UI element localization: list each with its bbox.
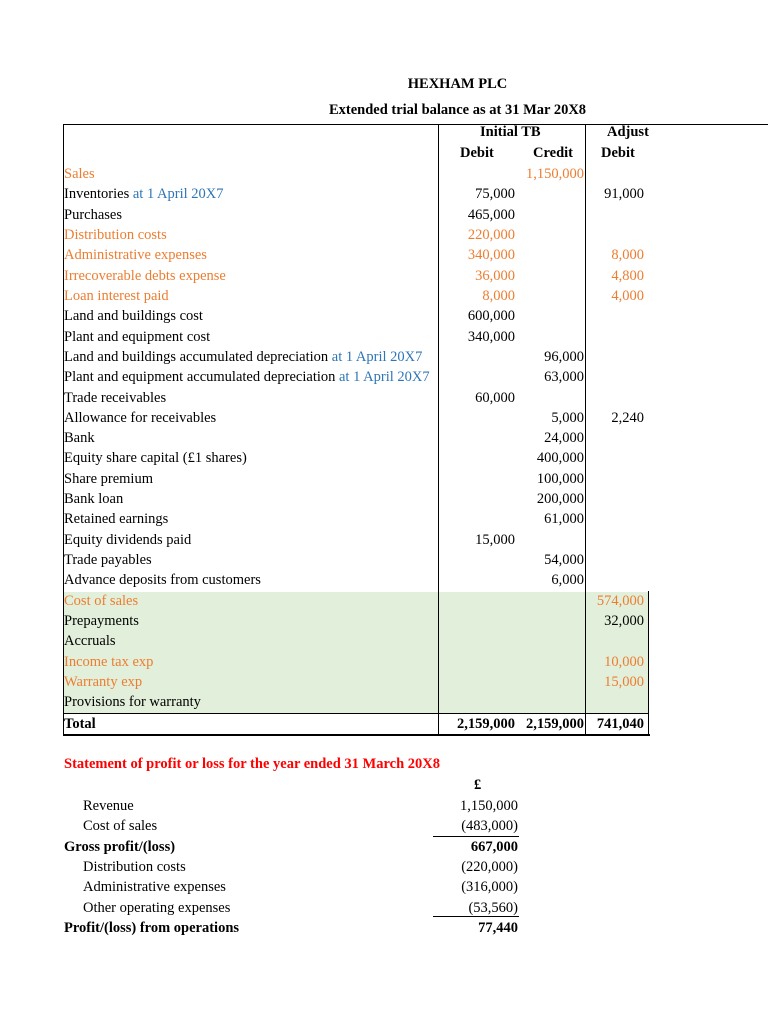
total-label: Total <box>64 716 96 732</box>
account-name <box>64 367 430 387</box>
account-name <box>64 509 168 529</box>
account-name-part: at 1 April 20X7 <box>339 369 430 386</box>
pl-line <box>64 816 524 836</box>
total-credit: 2,159,000 <box>526 716 584 732</box>
adjust-debit-value: 574,000 <box>596 592 644 609</box>
pl-label: Profit/(loss) from operations <box>64 919 240 936</box>
account-name-part: Purchases <box>64 206 122 223</box>
table-row <box>64 550 768 570</box>
pl-line <box>64 898 524 918</box>
account-name-part: Land and buildings accumulated depreciation <box>64 348 332 365</box>
debit-value: 75,000 <box>475 186 515 203</box>
account-name <box>64 611 139 631</box>
account-name-part: Plant and equipment cost <box>64 328 211 345</box>
credit-value: 5,000 <box>551 409 584 426</box>
table-row <box>64 448 768 468</box>
underline-other-operating <box>433 916 519 917</box>
account-name <box>64 631 116 651</box>
total-adjust-debit: 741,040 <box>596 716 644 732</box>
account-name-part: Share premium <box>64 470 153 487</box>
account-name <box>64 570 261 590</box>
table-row <box>64 428 768 448</box>
table-row <box>64 164 768 184</box>
account-name <box>64 205 122 225</box>
debit-value: 465,000 <box>467 206 515 223</box>
account-name-part: Prepayments <box>64 613 139 630</box>
currency-header: £ <box>474 777 482 793</box>
pl-label: Revenue <box>83 798 134 814</box>
account-name-part: Bank loan <box>64 491 124 508</box>
header-credit: Credit <box>533 145 574 161</box>
account-name-part: Distribution costs <box>64 226 167 243</box>
account-name-part: Retained earnings <box>64 511 169 528</box>
pl-amount: 1,150,000 <box>460 798 518 814</box>
account-name-part: Sales <box>64 166 95 182</box>
table-row <box>64 327 768 347</box>
adjust-debit-value: 10,000 <box>604 653 644 670</box>
table-row <box>64 652 768 672</box>
pl-label: Administrative expenses <box>83 879 226 896</box>
table-row <box>64 225 768 245</box>
table-row <box>64 509 768 529</box>
sheet-subtitle: Extended trial balance as at 31 Mar 20X8 <box>328 102 587 118</box>
table-row <box>64 692 768 712</box>
account-name-part: Inventories <box>64 186 133 203</box>
table-row <box>64 184 768 204</box>
account-name <box>64 408 216 428</box>
pl-label: Distribution costs <box>83 858 186 875</box>
account-name-part: Equity share capital (£1 shares) <box>64 450 247 467</box>
account-name-part: Irrecoverable debts expense <box>64 267 226 284</box>
adjust-debit-value: 32,000 <box>604 613 644 630</box>
account-name-part: at 1 April 20X7 <box>331 348 423 365</box>
table-row <box>64 611 768 631</box>
credit-value: 400,000 <box>536 450 584 467</box>
total-row <box>64 714 768 734</box>
account-name <box>64 184 223 204</box>
pl-line <box>64 918 524 938</box>
header-adjust-debit: Debit <box>601 145 635 161</box>
account-name <box>64 306 203 326</box>
pl-amount: (316,000) <box>461 879 518 896</box>
pl-line <box>64 796 524 816</box>
pl-line <box>64 837 524 857</box>
company-name: HEXHAM PLC <box>407 76 508 92</box>
pl-amount: (483,000) <box>461 818 518 835</box>
account-name <box>64 692 201 712</box>
credit-value: 61,000 <box>544 511 584 528</box>
table-row <box>64 367 768 387</box>
pl-line <box>64 857 524 877</box>
account-name-part: Trade receivables <box>64 389 167 406</box>
adjust-debit-value: 4,800 <box>611 267 644 284</box>
adjust-debit-value: 91,000 <box>604 186 644 203</box>
table-row <box>64 266 768 286</box>
header-initial-tb: Initial TB <box>480 124 541 140</box>
table-row <box>64 530 768 550</box>
account-name <box>64 164 95 184</box>
pl-label: Other operating expenses <box>83 899 231 916</box>
credit-value: 54,000 <box>544 552 584 569</box>
account-name <box>64 672 142 692</box>
table-row <box>64 347 768 367</box>
account-name <box>64 489 123 509</box>
debit-value: 60,000 <box>475 389 515 406</box>
adjust-debit-value: 2,240 <box>611 409 644 426</box>
account-name-part: Accruals <box>64 633 116 650</box>
table-row <box>64 469 768 489</box>
table-row <box>64 408 768 428</box>
table-row <box>64 672 768 692</box>
account-name <box>64 428 95 448</box>
underline-cost-of-sales <box>433 836 519 837</box>
account-name <box>64 652 153 672</box>
total-debit: 2,159,000 <box>457 716 515 732</box>
account-name <box>64 347 422 367</box>
table-row <box>64 286 768 306</box>
account-name <box>64 530 191 550</box>
table-row <box>64 245 768 265</box>
account-name-part: Trade payables <box>64 552 152 569</box>
account-name <box>64 327 210 347</box>
debit-value: 36,000 <box>475 267 515 284</box>
credit-value: 24,000 <box>544 430 584 447</box>
table-row <box>64 631 768 651</box>
table-row <box>64 570 768 590</box>
table-row <box>64 306 768 326</box>
credit-value: 200,000 <box>536 491 584 508</box>
account-name-part: Administrative expenses <box>64 247 207 264</box>
header-debit: Debit <box>460 145 494 161</box>
table-row <box>64 205 768 225</box>
account-name-part: Allowance for receivables <box>64 409 217 426</box>
account-name <box>64 448 247 468</box>
account-name-part: at 1 April 20X7 <box>132 186 224 203</box>
account-name-part: Advance deposits from customers <box>64 572 261 589</box>
account-name-part: Land and buildings cost <box>64 308 203 325</box>
account-name-part: Warranty exp <box>64 674 143 690</box>
credit-value: 100,000 <box>536 470 584 487</box>
credit-value: 63,000 <box>544 369 584 386</box>
account-name-part: Cost of sales <box>64 592 139 609</box>
pl-label: Gross profit/(loss) <box>64 838 176 855</box>
account-name-part: Plant and equipment accumulated depreciation <box>64 369 339 386</box>
account-name-part: Income tax exp <box>64 653 154 670</box>
adjust-debit-value: 15,000 <box>604 674 644 690</box>
table-row <box>64 388 768 408</box>
pl-amount: (53,560) <box>468 899 518 916</box>
account-name <box>64 245 207 265</box>
adjust-debit-value: 4,000 <box>611 287 644 304</box>
debit-value: 340,000 <box>467 247 515 264</box>
pl-amount: 77,440 <box>478 919 518 936</box>
account-name <box>64 469 153 489</box>
debit-value: 8,000 <box>482 287 515 304</box>
account-name-part: Bank <box>64 430 95 447</box>
account-name <box>64 266 226 286</box>
pl-amount: (220,000) <box>461 858 518 875</box>
debit-value: 220,000 <box>467 226 515 243</box>
pl-line <box>64 877 524 897</box>
profit-loss-title: Statement of profit or loss for the year ended 31 March 20X8 <box>64 756 441 772</box>
credit-value: 1,150,000 <box>526 166 584 182</box>
account-name <box>64 591 138 611</box>
debit-value: 600,000 <box>467 308 515 325</box>
debit-value: 340,000 <box>467 328 515 345</box>
pl-amount: 667,000 <box>470 838 518 855</box>
debit-value: 15,000 <box>475 531 515 548</box>
account-name-part: Provisions for warranty <box>64 694 201 711</box>
credit-value: 6,000 <box>551 572 584 589</box>
account-name-part: Loan interest paid <box>64 287 169 304</box>
account-name <box>64 286 169 306</box>
account-name <box>64 225 167 245</box>
credit-value: 96,000 <box>544 348 584 365</box>
header-adjust: Adjust <box>607 124 649 140</box>
adjust-debit-value: 8,000 <box>611 247 644 264</box>
account-name <box>64 388 166 408</box>
account-name <box>64 550 152 570</box>
table-row <box>64 489 768 509</box>
table-row <box>64 591 768 611</box>
account-name-part: Equity dividends paid <box>64 531 192 548</box>
pl-label: Cost of sales <box>83 818 158 835</box>
table-bottom-border <box>63 734 650 736</box>
